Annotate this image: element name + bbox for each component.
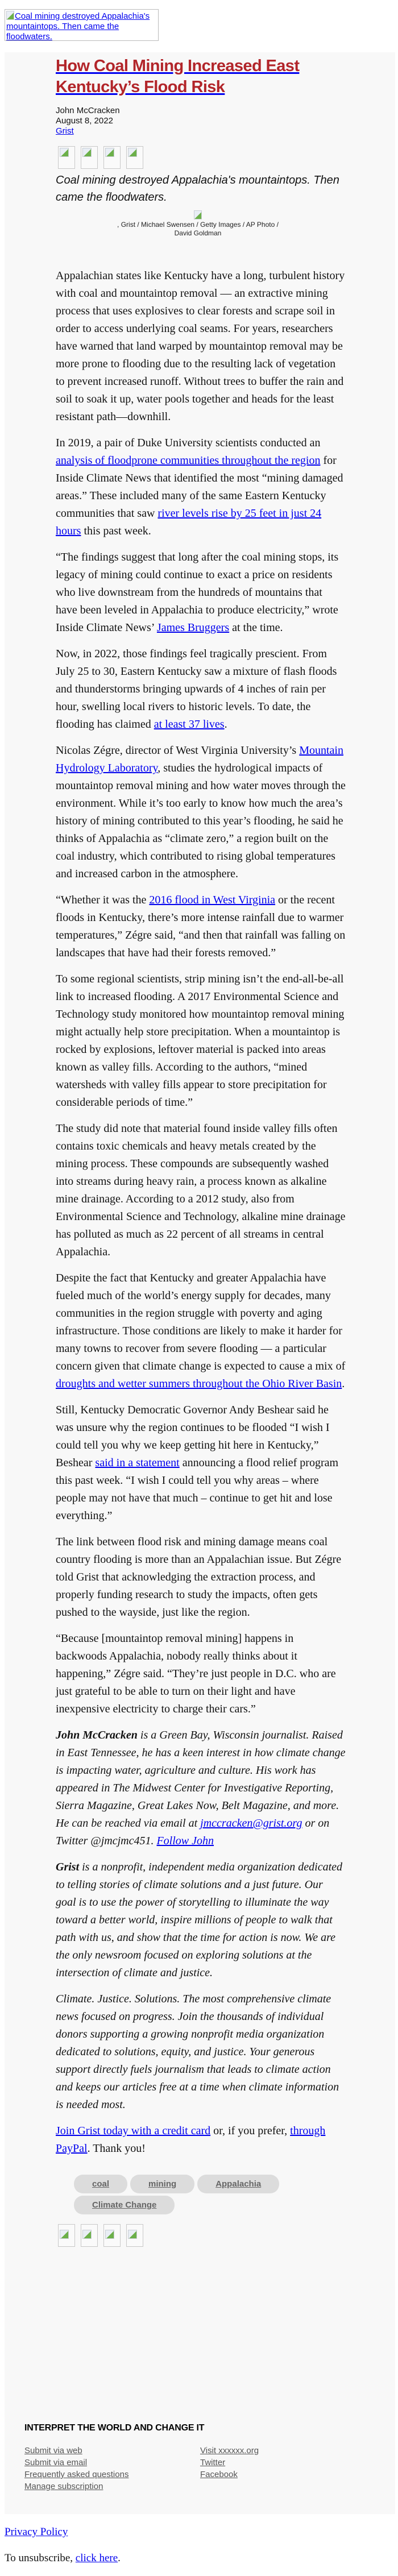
article-paragraph <box>56 891 346 962</box>
paragraph-text: Appalachian states like Kentucky have a long, turbulent history with coal and mountaintop removal — an extractive mining process that uses explosives to clear forests and scrape soil in order to access underlying coal seams. For years, researchers have warned that land warped by mountaintop removal may be more prone to flooding due to the resulting lack of vegetation to prevent increased runoff. Without trees to buffer the rain and soil to soak it up, water pools together and heads for the least resistant path—downhill. <box>56 269 345 423</box>
paragraph-text: , studies the hydrological impacts of mountaintop removal mining and how water moves through the environment. While it’s too early to know how much the area’s history of mining contributed to this year’s flooding, he said he thinks of Appalachia as “climate zero,” a region built on the coal industry, which contributed to rising global temperatures and increased carbon in the atmosphere. <box>56 762 346 880</box>
paragraph-text: . Thank you! <box>87 2142 146 2155</box>
paragraph-text: for Inside Climate News that identified the most “mining damaged areas.” These included many of the same Eastern Kentucky communities that saw <box>56 454 343 520</box>
twitter-link[interactable]: Twitter <box>200 2458 226 2467</box>
article-paragraph <box>56 970 346 1111</box>
paragraph-text: The link between flood risk and mining damage means coal country flooding is more than an Appalachian issue. But Zégre told Grist that acknowledging the extraction process, and properly funding research to study the impacts, often gets pushed to the wayside, just like the region. <box>56 1536 342 1619</box>
manage-subscription-link[interactable]: Manage subscription <box>24 2482 103 2491</box>
hero-image-alt: Coal mining destroyed Appalachia's mountaintops. Then came the floodwaters. <box>6 11 150 41</box>
tag-list <box>56 2175 290 2214</box>
article-body <box>56 267 346 2247</box>
paragraph-text: In 2019, a pair of Duke University scientists conducted an <box>56 437 321 449</box>
paragraph-text: is a nonprofit, independent media organization dedicated to telling stories of climate solutions and a just future. Our goal is to use the power of storytelling to illuminate the way toward a better world, inspire millions of people to walk that path with us, and show that the time for action is now. We are the only newsroom focused on exploring solutions at the intersection of climate and justice. <box>56 1861 343 1979</box>
inline-link[interactable]: analysis of floodprone communities throughout the region <box>56 454 321 467</box>
broken-image-icon <box>6 11 14 20</box>
article-paragraph <box>56 434 346 540</box>
submit-web-link[interactable]: Submit via web <box>24 2446 82 2455</box>
share-icons-top <box>56 146 143 169</box>
paragraph-text: announcing a flood relief program this past week. “I wish I could tell you why areas – where people may not have that much – continue to get hit and lose everything.” <box>56 1457 339 1522</box>
article-paragraph <box>56 1859 346 1982</box>
paragraph-text: “The findings suggest that long after the coal mining stops, its legacy of mining could continue to exact a price on residents who live downstream from the hundreds of mountains that have been leveled in Appalachia to produce electricity,” wrote Inside Climate News’ <box>56 551 339 634</box>
footer-heading: INTERPRET THE WORLD AND CHANGE IT <box>24 2423 205 2433</box>
paragraph-text: Climate. Justice. Solutions. The most comprehensive climate news focused on progress. Join the thousands of individual donors supporting a growing nonprofit media organization dedicated to solutions, equity, and justice. Your generous support directly fuels journalism that leads to climate action and keeps our articles free at a time when climate information is needed most. <box>56 1993 339 2111</box>
article-paragraph <box>56 742 346 883</box>
article-paragraph <box>56 2122 346 2158</box>
inline-link[interactable]: river levels rise by 25 feet in just 24 hours <box>56 507 322 537</box>
paragraph-text: Despite the fact that Kentucky and greater Appalachia have fueled much of the world’s energy supply for decades, many communities in the region struggle with poverty and aging infrastructure. Those conditions are likely to make it harder for many towns to recover from severe flooding — a particular concern given that climate change is expected to cause a mix of <box>56 1272 346 1372</box>
inline-link[interactable]: at least 37 lives <box>154 718 225 731</box>
inline-link[interactable]: jmccracken@grist.org <box>200 1817 302 1830</box>
paragraph-text: Still, Kentucky Democratic Governor Andy Beshear said he was unsure why the region continues to be flooded “I wish I could tell you why we keep getting hit here in Kentucky,” Beshear <box>56 1404 330 1469</box>
article-paragraph <box>56 645 346 733</box>
article-paragraph <box>56 1533 346 1621</box>
share-icon[interactable] <box>103 2224 121 2247</box>
tag-pill[interactable]: Appalachia <box>197 2175 279 2193</box>
article-title <box>56 56 346 98</box>
unsubscribe-text <box>5 2552 121 2565</box>
share-icon[interactable] <box>126 146 143 169</box>
newsletter-panel <box>5 52 395 2514</box>
paragraph-text: at the time. <box>229 621 283 634</box>
paragraph-text: . <box>342 1378 345 1390</box>
visit-site-link[interactable]: Visit xxxxxx.org <box>200 2446 259 2455</box>
inline-link[interactable]: Join Grist today with a credit card <box>56 2125 211 2137</box>
share-icon[interactable] <box>103 146 121 169</box>
unsubscribe-prefix: To unsubscribe, <box>5 2552 76 2564</box>
submit-email-link[interactable]: Submit via email <box>24 2458 88 2467</box>
broken-image-icon <box>194 210 202 219</box>
paragraph-text: “Because [mountaintop removal mining] happens in backwoods Appalachia, nobody really thinks about it happening,” Zégre said. “They’re just people in D.C. who are just grateful to be able to turn on their light and have inexpensive electricity to charge their cars.” <box>56 1632 336 1715</box>
image-caption <box>113 210 283 238</box>
author: John McCracken <box>56 106 120 115</box>
inline-link[interactable]: Follow John <box>156 1835 214 1847</box>
paragraph-text: is a Green Bay, Wisconsin journalist. Raised in East Tennessee, he has a keen interest in how climate change is impacting water, agriculture and culture. His work has appeared in The Midwest Center for Investigative Reporting, Sierra Magazine, Great Lakes Now, Belt Magazine, and more. He can be reached via email at <box>56 1729 346 1830</box>
inline-link[interactable]: Mountain Hydrology Laboratory <box>56 744 343 774</box>
share-icon[interactable] <box>81 146 98 169</box>
article-paragraph <box>56 549 346 637</box>
paragraph-text: or on Twitter @jmcjmc451. <box>56 1817 330 1847</box>
tag-pill[interactable]: Climate Change <box>74 2196 175 2214</box>
unsubscribe-suffix: . <box>118 2552 121 2564</box>
footer-links-left <box>24 2445 200 2492</box>
unsubscribe-link[interactable]: click here <box>75 2552 118 2564</box>
article-paragraph <box>56 1270 346 1393</box>
inline-link[interactable]: said in a statement <box>95 1457 180 1469</box>
article-meta <box>56 106 346 136</box>
article-paragraph <box>56 1120 346 1261</box>
paragraph-text: Now, in 2022, those findings feel tragically prescient. From July 25 to 30, Eastern Kentucky saw a mixture of flash floods and thunderstorms bringing upwards of 4 inches of rain per hour, swelling local rivers to historic levels. To date, the flooding has claimed <box>56 648 337 731</box>
paragraph-text: Nicolas Zégre, director of West Virginia University’s <box>56 744 300 757</box>
privacy-policy-link[interactable]: Privacy Policy <box>5 2526 68 2538</box>
paragraph-text: “Whether it was the <box>56 894 150 906</box>
article-paragraph <box>56 1630 346 1718</box>
article-paragraph <box>56 1990 346 2114</box>
footer-links-right <box>200 2445 376 2492</box>
paragraph-text: The study did note that material found inside valley fills often contains toxic chemicals and heavy metals created by the mining process. These compounds are subsequently washed into streams during heavy rain, a process known as alkaline mine drainage. According to a 2012 study, also from Environmental Science and Technology, alkaline mine drainage has polluted as much as 22 percent of all streams in central Appalachia. <box>56 1122 346 1258</box>
inline-link[interactable]: droughts and wetter summers throughout the Ohio River Basin <box>56 1378 342 1390</box>
bold-text: Grist <box>56 1861 80 1873</box>
paragraph-text: this past week. <box>81 525 151 537</box>
share-icon[interactable] <box>126 2224 143 2247</box>
inline-link[interactable]: James Bruggers <box>156 621 230 634</box>
tag-pill[interactable]: coal <box>74 2175 127 2193</box>
article-paragraph <box>56 1401 346 1525</box>
article-paragraph <box>56 1727 346 1850</box>
article-paragraph <box>56 267 346 426</box>
paragraph-text: or the recent floods in Kentucky, there’s more intense rainfall due to warmer temperatures,” Zégre said, “and then that rainfall was falling on landscapes that have had their forests removed.” <box>56 894 346 959</box>
date: August 8, 2022 <box>56 116 113 126</box>
paragraph-text: or, if you prefer, <box>210 2125 291 2137</box>
inline-link[interactable]: 2016 flood in West Virginia <box>149 894 276 906</box>
article-dek: Coal mining destroyed Appalachia's mountaintops. Then came the floodwaters. <box>56 174 339 204</box>
bold-text: John McCracken <box>56 1729 138 1741</box>
caption-text: , Grist / Michael Swensen / Getty Images / AP Photo / David Goldman <box>117 221 279 237</box>
share-icon[interactable] <box>58 2224 75 2247</box>
paragraph-text: . <box>224 718 227 731</box>
article-title-link[interactable]: How Coal Mining Increased East Kentucky’s Flood Risk <box>56 57 300 96</box>
share-icon[interactable] <box>58 146 75 169</box>
footer <box>24 2423 376 2492</box>
share-icons-bottom <box>56 2224 346 2247</box>
inline-link[interactable]: through PayPal <box>56 2125 326 2155</box>
paragraph-text: To some regional scientists, strip mining isn’t the end-all-be-all link to increased flooding. A 2017 Environmental Science and Technology study monitored how mountaintop removal mining might actually help store precipitation. When a mountaintop is rocked by explosions, leftover material is packed into areas known as valley fills. According to the authors, “mined watersheds with valley fills appear to store precipitation for considerable periods of time.” <box>56 973 345 1109</box>
facebook-link[interactable]: Facebook <box>200 2470 238 2479</box>
tag-pill[interactable]: mining <box>130 2175 194 2193</box>
source-link[interactable]: Grist <box>56 126 74 136</box>
faq-link[interactable]: Frequently asked questions <box>24 2470 129 2479</box>
share-icon[interactable] <box>81 2224 98 2247</box>
hero-image[interactable] <box>5 9 159 41</box>
